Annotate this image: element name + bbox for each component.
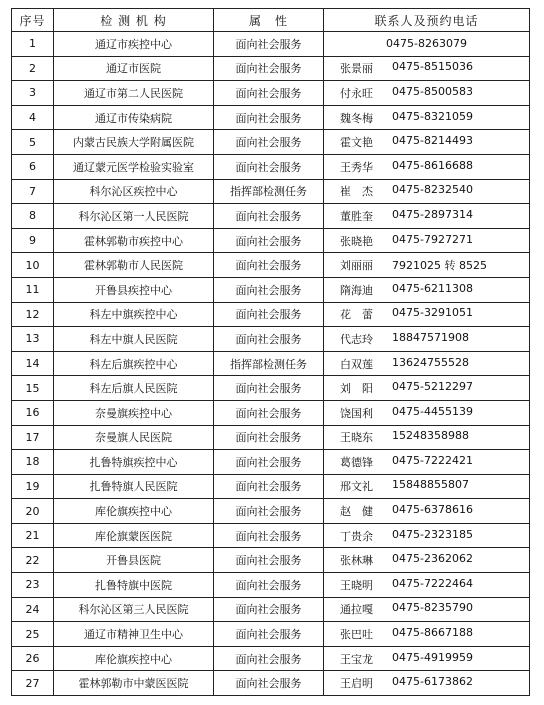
- row-number: 16: [12, 400, 54, 425]
- contact-name: 董胜奎: [340, 209, 373, 223]
- row-institution: 科左后旗人民医院: [54, 376, 214, 401]
- row-contact: [324, 228, 530, 253]
- row-institution: 通辽市传染病院: [54, 105, 214, 130]
- contact-name: 葛德锋: [340, 455, 373, 469]
- row-institution: 科左后旗疾控中心: [54, 351, 214, 376]
- row-contact: [324, 154, 530, 179]
- header-number: 序号: [12, 9, 54, 32]
- contact-phone: 0475-8232540: [392, 183, 473, 197]
- row-institution: 奈曼旗疾控中心: [54, 400, 214, 425]
- contact-name: 花 蕾: [340, 308, 373, 322]
- row-attribute: 面向社会服务: [214, 548, 324, 573]
- row-institution: 扎鲁特旗人民医院: [54, 474, 214, 499]
- row-number: 13: [12, 327, 54, 352]
- row-number: 12: [12, 302, 54, 327]
- contact-phone: 13624755528: [392, 355, 469, 369]
- row-contact: [324, 499, 530, 524]
- row-institution: 霍林郭勒市疾控中心: [54, 228, 214, 253]
- row-number: 21: [12, 523, 54, 548]
- table-row: [12, 253, 530, 278]
- row-attribute: 面向社会服务: [214, 302, 324, 327]
- table-row: [12, 179, 530, 204]
- row-contact: [324, 302, 530, 327]
- contact-name: 丁贵余: [340, 529, 373, 543]
- testing-institutions-table: [11, 8, 530, 696]
- table-row: [12, 499, 530, 524]
- contact-name: 王启明: [340, 677, 373, 691]
- contact-phone: 0475-8235790: [392, 601, 473, 615]
- row-institution: 库伦旗蒙医医院: [54, 523, 214, 548]
- row-contact: [324, 130, 530, 155]
- contact-phone: 0475-6378616: [392, 503, 473, 517]
- row-number: 14: [12, 351, 54, 376]
- table-row: [12, 671, 530, 696]
- header-institution: 检 测 机 构: [54, 9, 214, 32]
- contact-name: 邢文礼: [340, 480, 373, 494]
- row-number: 26: [12, 646, 54, 671]
- contact-phone: 0475-8263079: [386, 37, 467, 51]
- row-institution: 开鲁县医院: [54, 548, 214, 573]
- row-attribute: 面向社会服务: [214, 32, 324, 57]
- contact-phone: 0475-6211308: [392, 281, 473, 295]
- table-row: [12, 400, 530, 425]
- contact-phone: 0475-8515036: [392, 60, 473, 74]
- row-number: 10: [12, 253, 54, 278]
- row-contact: [324, 327, 530, 352]
- table-row: [12, 56, 530, 81]
- row-contact: [324, 646, 530, 671]
- table-row: [12, 105, 530, 130]
- contact-name: 赵 健: [340, 505, 373, 519]
- row-attribute: 面向社会服务: [214, 523, 324, 548]
- contact-name: 刘 阳: [340, 382, 373, 396]
- document-page: [11, 8, 530, 696]
- row-attribute: 指挥部检测任务: [214, 179, 324, 204]
- table-row: [12, 130, 530, 155]
- contact-phone: 7921025 转 8525: [392, 259, 487, 273]
- row-attribute: 面向社会服务: [214, 154, 324, 179]
- row-number: 7: [12, 179, 54, 204]
- row-institution: 通辽市第二人民医院: [54, 81, 214, 106]
- contact-name: 隋海迪: [340, 283, 373, 297]
- row-contact: [324, 253, 530, 278]
- row-attribute: 面向社会服务: [214, 277, 324, 302]
- table-row: [12, 523, 530, 548]
- row-contact: [324, 400, 530, 425]
- row-number: 25: [12, 622, 54, 647]
- contact-phone: 0475-4455139: [392, 404, 473, 418]
- contact-phone: 0475-8214493: [392, 134, 473, 148]
- contact-phone: 0475-2362062: [392, 552, 473, 566]
- row-institution: 通辽蒙元医学检验实验室: [54, 154, 214, 179]
- row-number: 5: [12, 130, 54, 155]
- row-institution: 科尔沁区疾控中心: [54, 179, 214, 204]
- row-contact: [324, 56, 530, 81]
- row-institution: 通辽市医院: [54, 56, 214, 81]
- row-attribute: 面向社会服务: [214, 400, 324, 425]
- row-attribute: 面向社会服务: [214, 56, 324, 81]
- row-contact: [324, 32, 530, 57]
- contact-name: 张巴吐: [340, 628, 373, 642]
- row-number: 9: [12, 228, 54, 253]
- table-row: [12, 573, 530, 598]
- row-attribute: 面向社会服务: [214, 646, 324, 671]
- row-contact: [324, 671, 530, 696]
- contact-name: 王晓明: [340, 578, 373, 592]
- contact-name: 张晓艳: [340, 234, 373, 248]
- row-institution: 库伦旗疾控中心: [54, 646, 214, 671]
- row-institution: 扎鲁特旗中医院: [54, 573, 214, 598]
- contact-phone: 0475-8321059: [392, 109, 473, 123]
- contact-phone: 0475-6173862: [392, 675, 473, 689]
- row-attribute: 面向社会服务: [214, 253, 324, 278]
- row-attribute: 面向社会服务: [214, 204, 324, 229]
- contact-phone: 0475-7222421: [392, 453, 473, 467]
- contact-phone: 0475-2897314: [392, 207, 473, 221]
- table-row: [12, 450, 530, 475]
- row-number: 23: [12, 573, 54, 598]
- row-number: 15: [12, 376, 54, 401]
- row-number: 22: [12, 548, 54, 573]
- header-attribute: 属 性: [214, 9, 324, 32]
- contact-phone: 0475-8667188: [392, 626, 473, 640]
- table-row: [12, 302, 530, 327]
- row-contact: [324, 523, 530, 548]
- row-attribute: 面向社会服务: [214, 425, 324, 450]
- row-institution: 科左中旗疾控中心: [54, 302, 214, 327]
- row-institution: 库伦旗疾控中心: [54, 499, 214, 524]
- row-attribute: 面向社会服务: [214, 105, 324, 130]
- contact-name: 张景丽: [340, 62, 373, 76]
- contact-phone: 15848855807: [392, 478, 469, 492]
- table-row: [12, 277, 530, 302]
- row-institution: 通辽市精神卫生中心: [54, 622, 214, 647]
- row-institution: 通辽市疾控中心: [54, 32, 214, 57]
- contact-name: 魏冬梅: [340, 111, 373, 125]
- row-attribute: 面向社会服务: [214, 228, 324, 253]
- contact-name: 饶国利: [340, 406, 373, 420]
- row-attribute: 面向社会服务: [214, 450, 324, 475]
- table-row: [12, 474, 530, 499]
- row-contact: [324, 179, 530, 204]
- row-attribute: 面向社会服务: [214, 130, 324, 155]
- row-contact: [324, 622, 530, 647]
- contact-phone: 0475-7927271: [392, 232, 473, 246]
- row-institution: 科尔沁区第三人民医院: [54, 597, 214, 622]
- contact-name: 王宝龙: [340, 652, 373, 666]
- table-row: [12, 154, 530, 179]
- header-contact: 联系人及预约电话: [324, 9, 530, 32]
- table-row: [12, 548, 530, 573]
- row-institution: 开鲁县疾控中心: [54, 277, 214, 302]
- row-number: 19: [12, 474, 54, 499]
- table-row: [12, 376, 530, 401]
- contact-phone: 18847571908: [392, 330, 469, 344]
- row-attribute: 面向社会服务: [214, 573, 324, 598]
- table-row: [12, 32, 530, 57]
- contact-name: 霍文艳: [340, 136, 373, 150]
- row-contact: [324, 376, 530, 401]
- contact-phone: 0475-2323185: [392, 527, 473, 541]
- row-contact: [324, 573, 530, 598]
- table-header-row: [12, 9, 530, 32]
- contact-name: 张林琳: [340, 554, 373, 568]
- row-attribute: 面向社会服务: [214, 376, 324, 401]
- contact-name: 王秀华: [340, 160, 373, 174]
- row-contact: [324, 81, 530, 106]
- contact-name: 刘丽丽: [340, 259, 373, 273]
- row-attribute: 面向社会服务: [214, 622, 324, 647]
- table-row: [12, 646, 530, 671]
- row-contact: [324, 204, 530, 229]
- row-institution: 科尔沁区第一人民医院: [54, 204, 214, 229]
- row-institution: 霍林郭勒市人民医院: [54, 253, 214, 278]
- contact-name: 崔 杰: [340, 185, 373, 199]
- row-contact: [324, 474, 530, 499]
- row-attribute: 面向社会服务: [214, 474, 324, 499]
- row-institution: 奈曼旗人民医院: [54, 425, 214, 450]
- row-attribute: 指挥部检测任务: [214, 351, 324, 376]
- row-contact: [324, 105, 530, 130]
- table-row: [12, 425, 530, 450]
- contact-phone: 0475-5212297: [392, 380, 473, 394]
- contact-phone: 15248358988: [392, 429, 469, 443]
- contact-name: 通拉嘎: [340, 603, 373, 617]
- table-row: [12, 351, 530, 376]
- row-institution: 霍林郭勒市中蒙医医院: [54, 671, 214, 696]
- table-row: [12, 228, 530, 253]
- contact-name: 白双莲: [340, 357, 373, 371]
- table-row: [12, 81, 530, 106]
- contact-phone: 0475-4919959: [392, 650, 473, 664]
- row-number: 2: [12, 56, 54, 81]
- row-attribute: 面向社会服务: [214, 671, 324, 696]
- contact-name: 付永旺: [340, 86, 373, 100]
- row-contact: [324, 277, 530, 302]
- row-attribute: 面向社会服务: [214, 81, 324, 106]
- contact-name: 王晓东: [340, 431, 373, 445]
- table-row: [12, 622, 530, 647]
- row-institution: 扎鲁特旗疾控中心: [54, 450, 214, 475]
- contact-phone: 0475-7222464: [392, 576, 473, 590]
- row-contact: [324, 548, 530, 573]
- row-contact: [324, 597, 530, 622]
- row-attribute: 面向社会服务: [214, 327, 324, 352]
- row-institution: 科左中旗人民医院: [54, 327, 214, 352]
- contact-phone: 0475-8500583: [392, 84, 473, 98]
- row-number: 11: [12, 277, 54, 302]
- row-attribute: 面向社会服务: [214, 597, 324, 622]
- table-row: [12, 327, 530, 352]
- row-contact: [324, 425, 530, 450]
- table-row: [12, 204, 530, 229]
- row-number: 18: [12, 450, 54, 475]
- row-number: 27: [12, 671, 54, 696]
- row-number: 24: [12, 597, 54, 622]
- row-contact: [324, 351, 530, 376]
- row-number: 17: [12, 425, 54, 450]
- row-contact: [324, 450, 530, 475]
- row-number: 3: [12, 81, 54, 106]
- row-attribute: 面向社会服务: [214, 499, 324, 524]
- table-row: [12, 597, 530, 622]
- contact-phone: 0475-8616688: [392, 158, 473, 172]
- row-number: 8: [12, 204, 54, 229]
- row-number: 1: [12, 32, 54, 57]
- table-body: [12, 32, 530, 696]
- row-number: 20: [12, 499, 54, 524]
- row-number: 6: [12, 154, 54, 179]
- row-institution: 内蒙古民族大学附属医院: [54, 130, 214, 155]
- contact-phone: 0475-3291051: [392, 306, 473, 320]
- row-number: 4: [12, 105, 54, 130]
- contact-name: 代志玲: [340, 332, 373, 346]
